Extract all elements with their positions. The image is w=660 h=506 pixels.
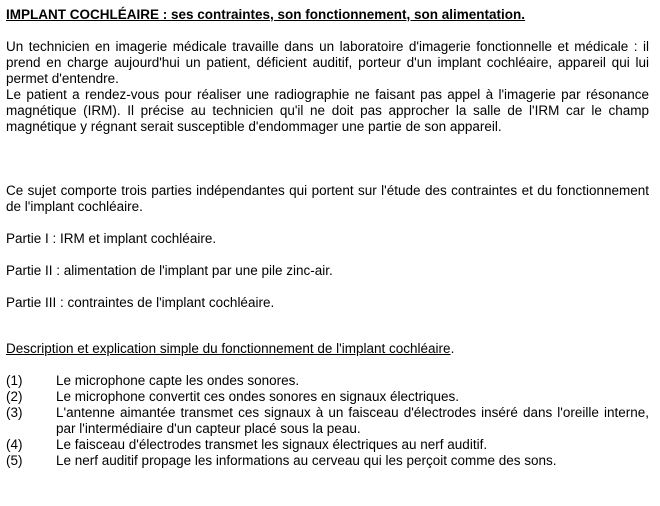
subject-paragraph: Ce sujet comporte trois parties indépendantes qui portent sur l'étude des contraintes et du fonctionnement de l'implant cochléaire. [6, 183, 649, 214]
part-2: Partie II : alimentation de l'implant par une pile zinc-air. [6, 263, 333, 278]
step-number: (1) [6, 373, 23, 388]
intro-paragraph-2: Le patient a rendez-vous pour réaliser une radiographie ne faisant pas appel à l'imagerie par résonance magnétique (IRM). Il précise au technicien qu'il ne doit pas approcher la salle de l'IRM car le champ magnétique y régnant serait susceptible d'endommager une partie de son appareil. [6, 87, 649, 134]
step-text: L'antenne aimantée transmet ces signaux à un faisceau d'électrodes inséré dans l'oreille interne, par l'intermédiaire d'un capteur placé sous la peau. [56, 405, 649, 436]
part-1: Partie I : IRM et implant cochléaire. [6, 231, 217, 246]
description-heading-suffix: . [450, 341, 455, 356]
step-number: (5) [6, 453, 23, 468]
list-item [6, 405, 649, 437]
description-heading [6, 341, 649, 357]
step-text: Le nerf auditif propage les informations au cerveau qui les perçoit comme des sons. [56, 453, 557, 468]
list-item [6, 389, 649, 405]
step-number: (4) [6, 437, 23, 452]
description-heading-text: Description et explication simple du fonctionnement de l'implant cochléaire [6, 341, 451, 356]
part-3: Partie III : contraintes de l'implant cochléaire. [6, 295, 275, 310]
step-text: Le microphone convertit ces ondes sonores en signaux électriques. [56, 389, 459, 404]
list-item [6, 373, 649, 389]
step-text: Le faisceau d'électrodes transmet les signaux électriques au nerf auditif. [56, 437, 488, 452]
step-number: (2) [6, 389, 23, 404]
intro-section [6, 39, 649, 135]
document-title: IMPLANT COCHLÉAIRE : ses contraintes, son fonctionnement, son alimentation. [6, 7, 526, 22]
list-item [6, 453, 649, 469]
step-text: Le microphone capte les ondes sonores. [56, 373, 300, 388]
steps-list [6, 373, 649, 469]
intro-paragraph-1: Un technicien en imagerie médicale travaille dans un laboratoire d'imagerie fonctionnelle et médicale : il prend en charge aujourd'hui un patient, déficient auditif, porteur d'un implant cochléaire, appareil qui lui permet d'entendre. [6, 39, 649, 86]
step-number: (3) [6, 405, 23, 420]
list-item [6, 437, 649, 453]
